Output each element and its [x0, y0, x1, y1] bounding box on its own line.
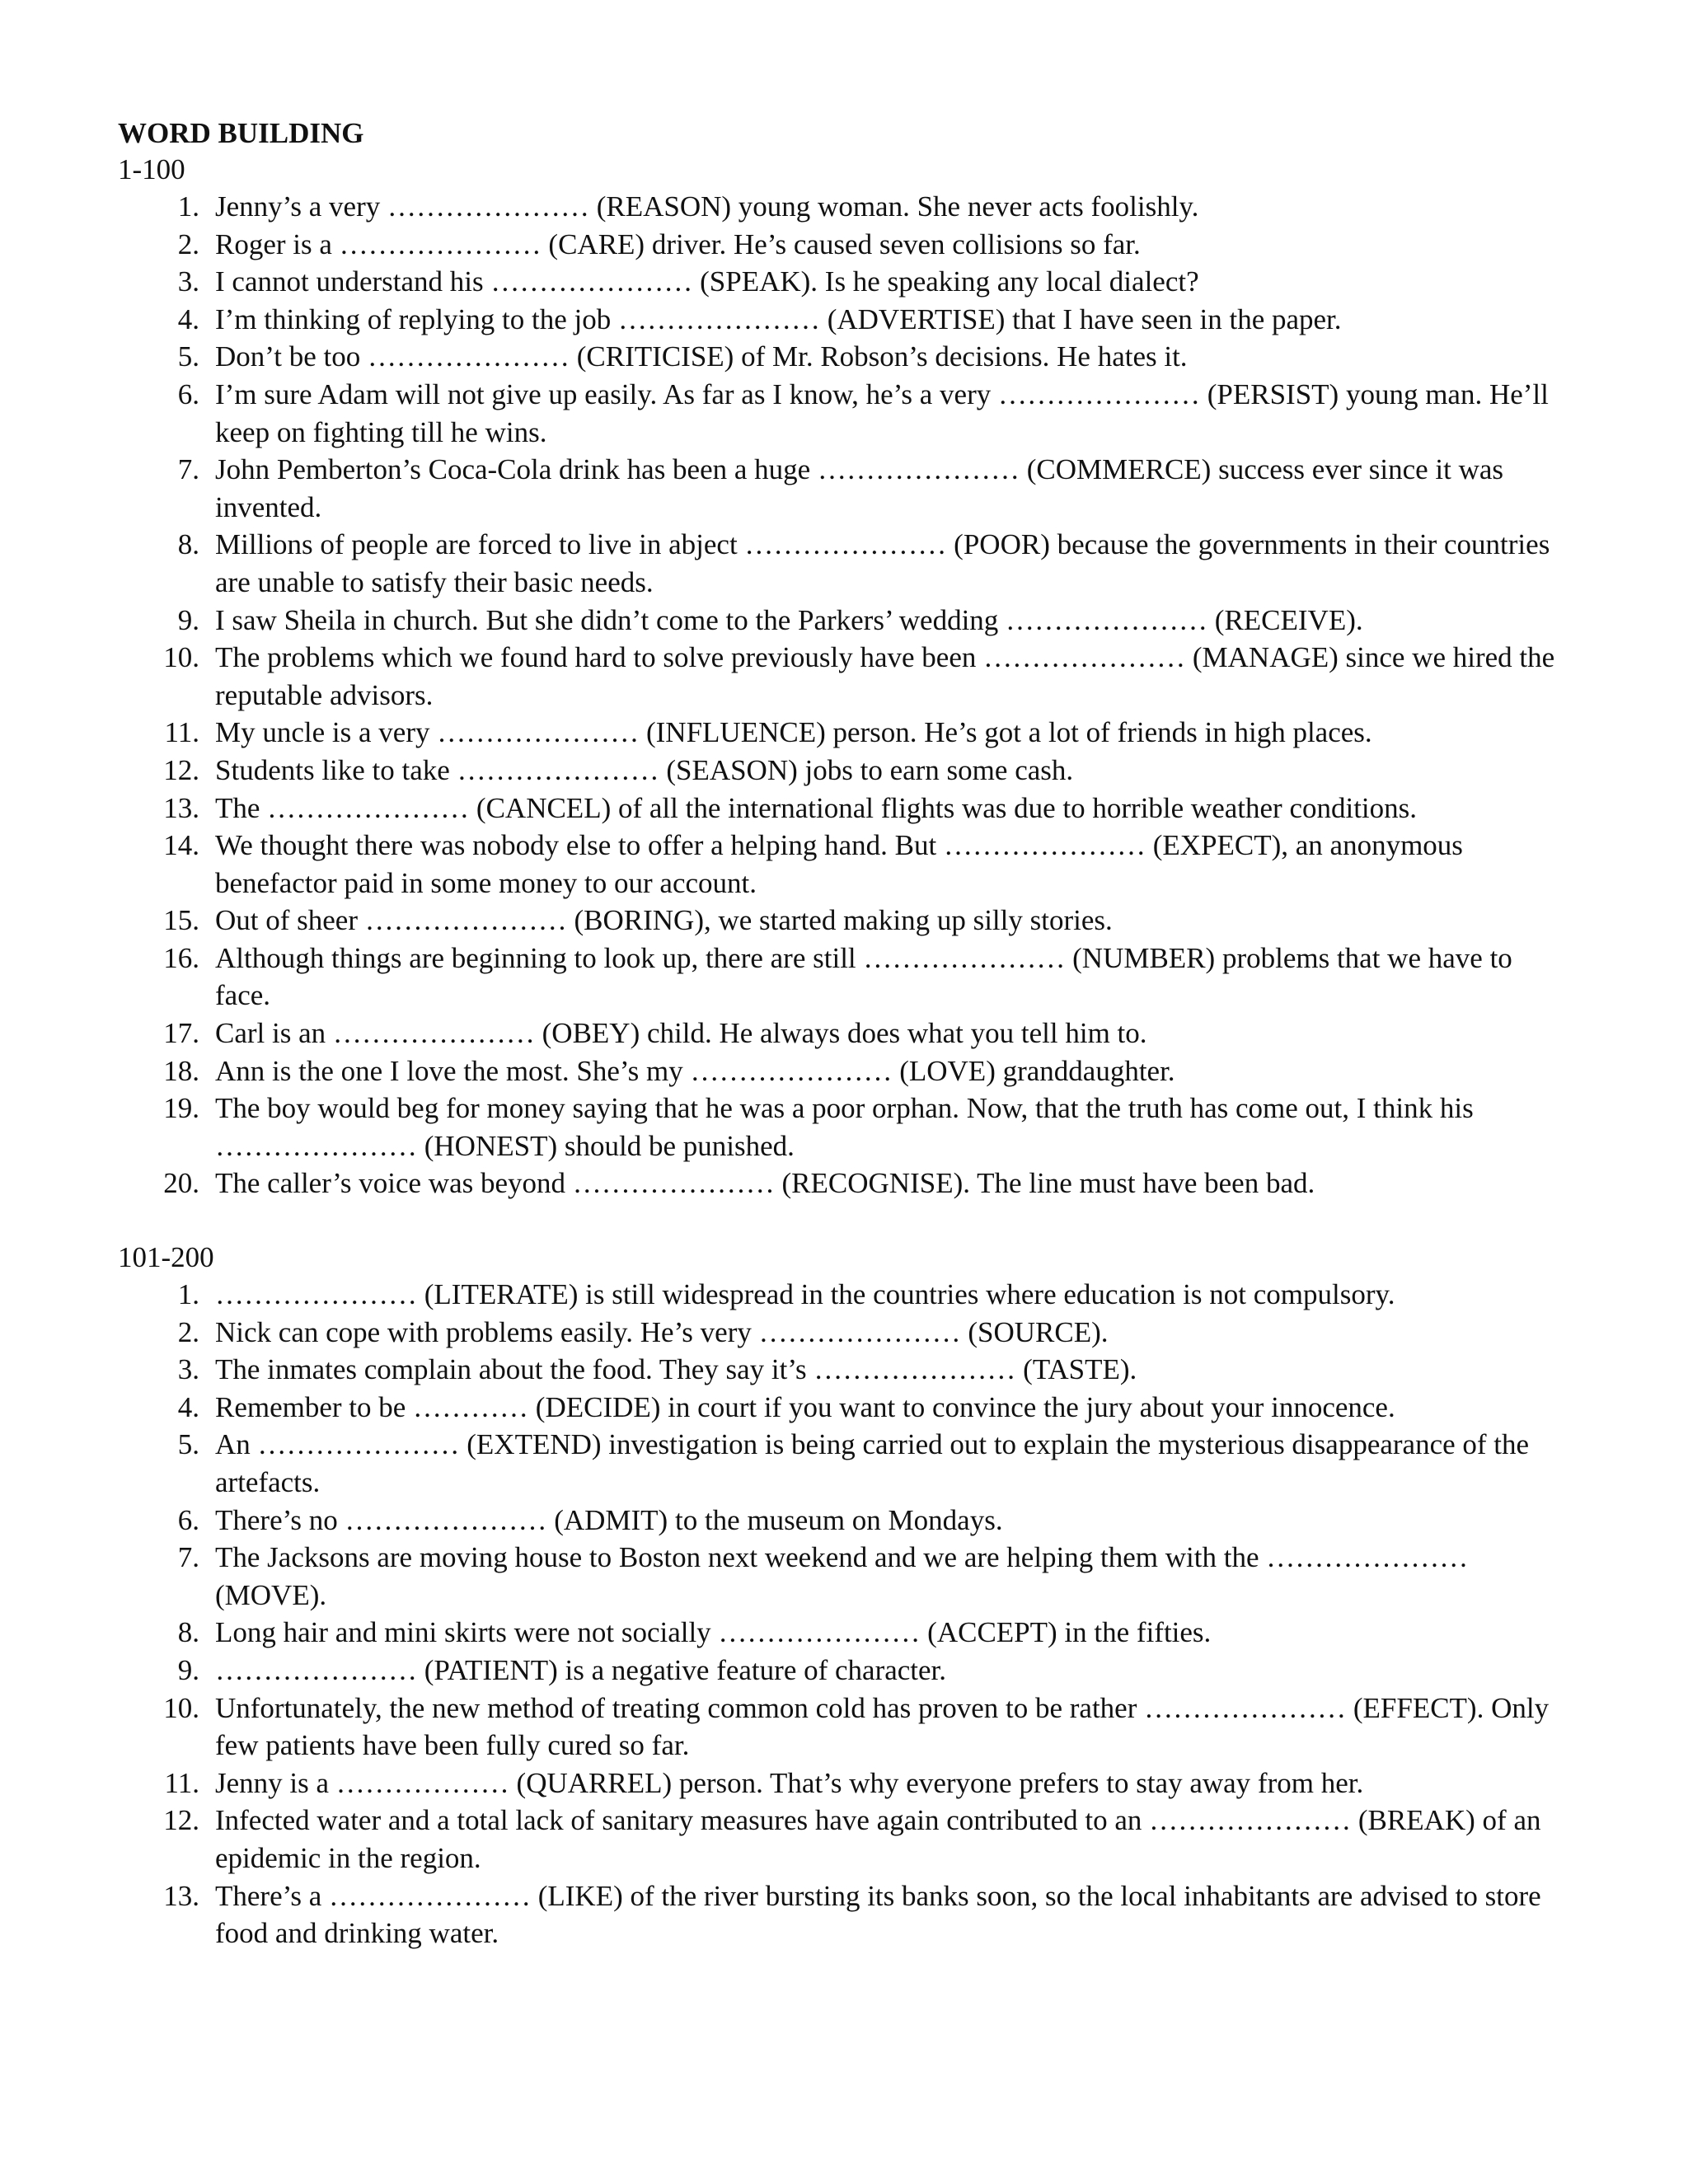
exercise-item — [118, 602, 1560, 640]
item-text: Don’t be too ………………… (CRITICISE) of Mr. Robson’s decisions. He hates it. — [215, 340, 1188, 373]
exercise-item — [118, 226, 1560, 264]
exercise-item — [118, 1614, 1560, 1652]
item-number: 8. — [177, 1616, 199, 1649]
item-number: 11. — [164, 716, 199, 749]
exercise-item — [118, 827, 1560, 902]
item-number: 8. — [177, 528, 199, 561]
item-text: ………………… (LITERATE) is still widespread in the countries where education is not compulsory. — [215, 1278, 1395, 1311]
section-1-100 — [118, 152, 1560, 1202]
exercise-item — [118, 338, 1560, 376]
item-number: 3. — [177, 1353, 199, 1386]
item-text: Jenny’s a very ………………… (REASON) young woman. She never acts foolishly. — [215, 190, 1199, 223]
item-text: The ………………… (CANCEL) of all the international flights was due to horrible weather conditions. — [215, 791, 1418, 824]
item-text: Out of sheer ………………… (BORING), we started making up silly stories. — [215, 904, 1113, 937]
item-number: 19. — [163, 1092, 199, 1125]
exercise-item — [118, 1165, 1560, 1202]
section-range-label: 1-100 — [118, 153, 185, 185]
item-number: 18. — [163, 1054, 199, 1087]
item-text: The problems which we found hard to solve previously have been ………………… (MANAGE) since we hired the reputable advisors. — [215, 641, 1555, 711]
exercise-item — [118, 1015, 1560, 1052]
item-number: 5. — [177, 1428, 199, 1461]
exercise-item — [118, 1502, 1560, 1540]
item-text: The Jacksons are moving house to Boston next weekend and we are helping them with the ………………… (MOVE). — [215, 1541, 1469, 1611]
item-text: The boy would beg for money saying that he was a poor orphan. Now, that the truth has come out, I think his ………………… (HONEST) should be punished. — [215, 1092, 1474, 1162]
item-number: 6. — [177, 377, 199, 410]
exercise-item — [118, 1765, 1560, 1802]
exercise-item — [118, 1314, 1560, 1352]
exercise-item — [118, 1877, 1560, 1952]
exercise-item — [118, 639, 1560, 714]
section-101-200 — [118, 1240, 1560, 1952]
item-text: Ann is the one I love the most. She’s my ………………… (LOVE) granddaughter. — [215, 1054, 1175, 1087]
item-number: 7. — [177, 1541, 199, 1574]
exercise-item — [118, 1276, 1560, 1314]
item-text: John Pemberton’s Coca-Cola drink has been a huge ………………… (COMMERCE) success ever since it was invented. — [215, 453, 1504, 523]
item-number: 14. — [163, 829, 199, 862]
exercise-list — [118, 1276, 1560, 1952]
item-number: 3. — [177, 265, 199, 298]
item-number: 1. — [177, 1278, 199, 1311]
item-text: Remember to be ………… (DECIDE) in court if you want to convince the jury about your innocence. — [215, 1390, 1395, 1423]
worksheet-page — [118, 115, 1560, 1952]
exercise-item — [118, 1351, 1560, 1389]
exercise-item — [118, 1539, 1560, 1614]
exercise-item — [118, 1052, 1560, 1090]
item-number: 13. — [163, 1879, 199, 1912]
item-text: An ………………… (EXTEND) investigation is being carried out to explain the mysterious disappearance of the artefacts. — [215, 1428, 1530, 1498]
exercise-item — [118, 752, 1560, 790]
item-text: Carl is an ………………… (OBEY) child. He always does what you tell him to. — [215, 1017, 1147, 1050]
item-text: My uncle is a very ………………… (INFLUENCE) person. He’s got a lot of friends in high places. — [215, 716, 1372, 749]
section-spacer — [118, 1202, 1560, 1240]
item-number: 9. — [177, 603, 199, 636]
item-number: 1. — [177, 190, 199, 223]
item-text: Long hair and mini skirts were not socially ………………… (ACCEPT) in the fifties. — [215, 1616, 1212, 1649]
exercise-item — [118, 263, 1560, 301]
exercise-item — [118, 790, 1560, 827]
item-text: I’m sure Adam will not give up easily. As far as I know, he’s a very ………………… (PERSIST) young man. He’ll keep on fighting till he wins. — [215, 377, 1549, 448]
item-text: The caller’s voice was beyond ………………… (RECOGNISE). The line must have been bad. — [215, 1167, 1315, 1200]
item-number: 7. — [177, 453, 199, 486]
item-number: 2. — [177, 227, 199, 260]
page-title: WORD BUILDING — [118, 117, 364, 149]
exercise-item — [118, 451, 1560, 526]
item-text: There’s a ………………… (LIKE) of the river bursting its banks soon, so the local inhabitants are advised to store food and drinking water. — [215, 1879, 1541, 1950]
exercise-item — [118, 188, 1560, 226]
item-number: 11. — [164, 1766, 199, 1799]
item-text: Infected water and a total lack of sanitary measures have again contributed to an ………………… (BREAK) of an epidemic in the region. — [215, 1804, 1541, 1874]
item-number: 17. — [163, 1017, 199, 1050]
item-number: 10. — [163, 641, 199, 674]
item-number: 16. — [163, 941, 199, 974]
exercise-item — [118, 1389, 1560, 1427]
item-number: 12. — [163, 753, 199, 786]
exercise-item — [118, 714, 1560, 752]
exercise-item — [118, 1090, 1560, 1165]
exercise-item — [118, 1652, 1560, 1690]
item-number: 5. — [177, 340, 199, 373]
item-text: Students like to take ………………… (SEASON) jobs to earn some cash. — [215, 753, 1074, 786]
exercise-item — [118, 1690, 1560, 1765]
exercise-item — [118, 301, 1560, 339]
item-text: I’m thinking of replying to the job ………………… (ADVERTISE) that I have seen in the paper. — [215, 302, 1342, 335]
item-text: Although things are beginning to look up, there are still ………………… (NUMBER) problems that we have to face. — [215, 941, 1512, 1012]
item-text: I saw Sheila in church. But she didn’t come to the Parkers’ wedding ………………… (RECEIVE). — [215, 603, 1363, 636]
item-text: Roger is a ………………… (CARE) driver. He’s caused seven collisions so far. — [215, 227, 1141, 260]
section-range-label: 101-200 — [118, 1241, 214, 1274]
exercise-item — [118, 526, 1560, 601]
item-text: ………………… (PATIENT) is a negative feature of character. — [215, 1653, 947, 1686]
item-number: 15. — [163, 904, 199, 937]
item-number: 6. — [177, 1503, 199, 1536]
item-text: Unfortunately, the new method of treating common cold has proven to be rather ………………… (EFFECT). Only few patients have been fully cured so far. — [215, 1691, 1550, 1762]
exercise-item — [118, 1802, 1560, 1877]
item-text: We thought there was nobody else to offer a helping hand. But ………………… (EXPECT), an anonymous benefactor paid in some money to our account. — [215, 829, 1463, 899]
item-number: 9. — [177, 1653, 199, 1686]
item-text: Nick can cope with problems easily. He’s very ………………… (SOURCE). — [215, 1315, 1109, 1348]
item-text: Jenny is a ……………… (QUARREL) person. That’s why everyone prefers to stay away from her. — [215, 1766, 1364, 1799]
item-number: 20. — [163, 1167, 199, 1200]
item-number: 2. — [177, 1315, 199, 1348]
item-number: 12. — [163, 1804, 199, 1837]
item-number: 4. — [177, 302, 199, 335]
exercise-item — [118, 1426, 1560, 1501]
exercise-item — [118, 940, 1560, 1015]
exercise-item — [118, 376, 1560, 451]
item-text: The inmates complain about the food. They say it’s ………………… (TASTE). — [215, 1353, 1137, 1386]
item-text: There’s no ………………… (ADMIT) to the museum on Mondays. — [215, 1503, 1003, 1536]
item-number: 13. — [163, 791, 199, 824]
exercise-item — [118, 902, 1560, 940]
item-text: Millions of people are forced to live in abject ………………… (POOR) because the governments in their countries are unable to satisfy their basic needs. — [215, 528, 1550, 598]
item-number: 4. — [177, 1390, 199, 1423]
item-number: 10. — [163, 1691, 199, 1724]
item-text: I cannot understand his ………………… (SPEAK). Is he speaking any local dialect? — [215, 265, 1199, 298]
exercise-list — [118, 188, 1560, 1202]
